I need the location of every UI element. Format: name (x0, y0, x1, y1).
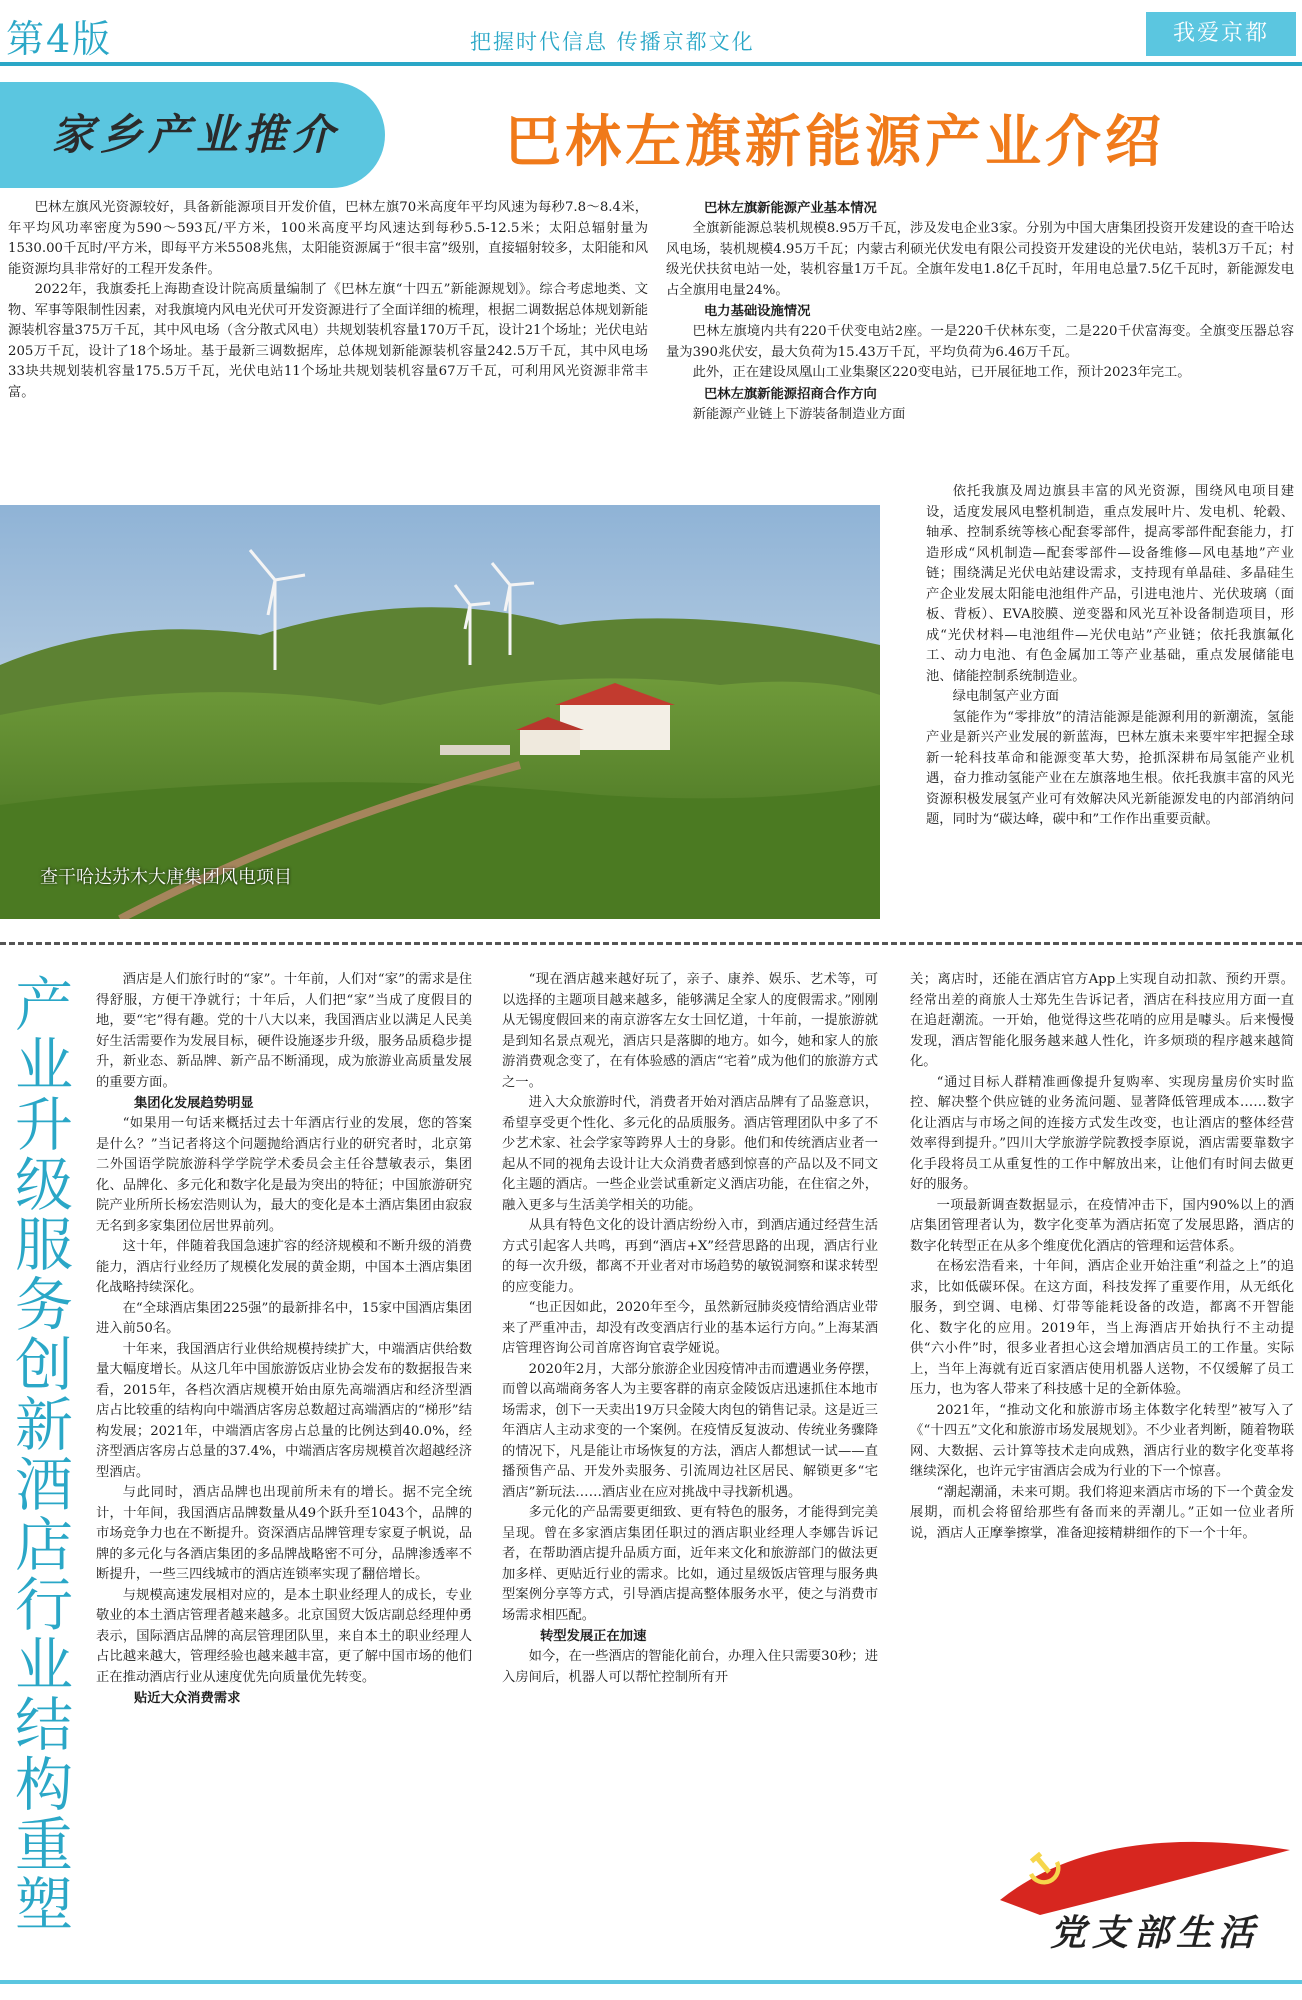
article-right-column (666, 198, 1294, 425)
paragraph: 十年来，我国酒店行业供给规模持续扩大，中端酒店供给数量大幅度增长。从这几年中国旅游饭店业协会发布的数据报告来看，2015年，各档次酒店规模开始由原先高端酒店和经济型酒店占比较重的结构向中端酒店客房总数超过高端酒店的“梯形”结构发展；2021年，中端酒店客房占总量的比例达到40.0%，经济型酒店客房占总量的37.4%，中端酒店客房规模首次超越经济型酒店。 (96, 1341, 472, 1480)
section-badge (0, 82, 385, 188)
paragraph: 依托我旗及周边旗县丰富的风光资源，围绕风电项目建设，适度发展风电整机制造，重点发展叶片、发电机、轮毂、轴承、控制系统等核心配套零部件，提高零部件配套能力，打造形成“风机制造—配套零部件—设备维修—风电基地”产业链；围绕满足光伏电站建设需求，支持现有单晶硅、多晶硅生产企业发展太阳能电池组件产品，引进电池片、光伏玻璃（面板、背板）、EVA胶膜、逆变器和风光互补设备制造项目，形成“光伏材料—电池组件—光伏电站”产业链；依托我旗氟化工、动力电池、有色金属加工等产业基础，重点发展储能电池、储能控制系统制造业。 (926, 484, 1294, 684)
page-number: 第4版 (6, 17, 113, 61)
page-header (0, 0, 1302, 61)
section-divider (0, 942, 1302, 945)
photo-caption: 查干哈达苏木大唐集团风电项目 (40, 867, 292, 888)
paragraph: 此外，正在建设凤凰山工业集聚区220变电站，已开展征地工作，预计2023年完工。 (692, 365, 1191, 380)
paragraph: 2020年2月，大部分旅游企业因疫情冲击而遭遇业务停摆，而曾以高端商务客人为主要客群的南京金陵饭店迅速抓住本地市场需求，创下一天卖出19万只金陵大肉包的销售记录。这是近三年酒店人主动求变的一个案例。在疫情反复波动、传统业务骤降的情况下，凡是能让市场恢复的方法，酒店人都想试一试——直播预售产品、开发外卖服务、引流周边社区居民、解锁更多“宅酒店”新玩法……酒店业在应对挑战中寻找新机遇。 (502, 1361, 878, 1500)
paragraph: 巴林左旗风光资源较好，具备新能源项目开发价值，巴林左旗70米高度年平均风速为每秒7.8～8.4米，年平均风功率密度为590～593瓦/平方米，100米高度平均风速达到每秒5.5-12.5米；太阳总辐射量为1530.00千瓦时/平方米，即每平方米5508兆焦，太阳能资源属于“很丰富”级别，直接辐射较多，太阳能和风能资源均具非常好的工程开发条件。 (8, 200, 648, 277)
article-title: 巴林左旗新能源产业介绍 (505, 109, 1165, 175)
paragraph: “如果用一句话来概括过去十年酒店行业的发展，您的答案是什么？”当记者将这个问题抛给酒店行业的研究者时，北京第二外国语学院旅游科学学院学术委员会主任谷慧敏表示，集团化、品牌化、多元化和数字化是最为突出的特征；中国旅游研究院产业所所长杨宏浩则认为，最大的变化是本土酒店集团由寂寂无名到多家集团位居世界前列。 (96, 1116, 472, 1234)
paragraph: “通过目标人群精准画像提升复购率、实现房量房价实时监控、解决整个供应链的业务流问题、显著降低管理成本……数字化让酒店与市场之间的连接方式发生改变，也让酒店的整体经营效率得到提升。”四川大学旅游学院教授李原说，酒店需要靠数字化手段将员工从重复性的工作中解放出来，让他们有时间去做更好的服务。 (910, 1074, 1294, 1192)
paragraph: 如今，在一些酒店的智能化前台，办理入住只需要30秒；进入房间后，机器人可以帮忙控制所有开 (502, 1649, 878, 1685)
column-tag: 我爱京都 (1146, 12, 1296, 56)
header-divider (0, 62, 1302, 66)
vertical-headline: 产业升级服务创新 酒店行业结构重塑 (14, 971, 73, 1939)
paragraph: “潮起潮涌，未来可期。我们将迎来酒店市场的下一个黄金发展期，而机会将留给那些有备而来的弄潮儿。”正如一位业者所说，酒店人正摩拳擦掌，准备迎接精耕细作的下一个十年。 (910, 1484, 1294, 1541)
paragraph: 氢能作为“零排放”的清洁能源是能源利用的新潮流，氢能产业是新兴产业发展的新蓝海，巴林左旗未来要牢牢把握全球新一轮科技革命和能源变革大势，抢抓深耕布局氢能产业机遇，奋力推动氢能产业在左旗落地生根。依托我旗丰富的风光资源积极发展氢产业可有效解决风光新能源发电的内部消纳问题，同时为“碳达峰，碳中和”工作作出重要贡献。 (926, 709, 1294, 827)
paragraph: 全旗新能源总装机规模8.95万千瓦，涉及发电企业3家。分别为中国大唐集团投资开发建设的查干哈达风电场，装机规模4.95万千瓦；内蒙古利硕光伏发电有限公司投资开发建设的光伏电站，装机3万千瓦；村级光伏扶贫电站一处，装机容量1万千瓦。全旗年发电1.8亿千瓦时，年用电总量7.5亿千瓦时，新能源发电占全旗用电量24%。 (666, 221, 1294, 298)
paragraph: 关；离店时，还能在酒店官方App上实现自动扣款、预约开票。经常出差的商旅人士郑先生告诉记者，酒店在科技应用方面一直在追赶潮流。一开始，他觉得这些花哨的应用是噱头。后来慢慢发现，酒店智能化服务越来越人性化，许多烦琐的程序越来越简化。 (910, 972, 1294, 1069)
hotel-article-column-3 (910, 970, 1294, 1544)
paragraph: 多元化的产品需要更细致、更有特色的服务，才能得到完美呈现。曾在多家酒店集团任职过的酒店职业经理人李娜告诉记者，在帮助酒店提升品质方面，近年来文化和旅游部门的做法更加多样、更贴近行业的需求。比如，通过星级饭店管理与服务典型案例分享等方式，引导酒店提高整体服务水平，使之与消费市场需求相匹配。 (502, 1505, 878, 1623)
wind-farm-photo (0, 505, 880, 919)
wind-farm-illustration (0, 505, 880, 919)
party-life-title: 党支部生活 (1050, 1912, 1261, 1954)
article-left-column (8, 198, 648, 403)
paragraph: 与此同时，酒店品牌也出现前所未有的增长。据不完全统计，十年间，我国酒店品牌数量从49个跃升至1043个，品牌的市场竞争力也在不断提升。资深酒店品牌管理专家夏子帆说，品牌的多元化与各酒店集团的多品牌战略密不可分，品牌渗透率不断提升，一些三四线城市的酒店连锁率实现了翻倍增长。 (96, 1485, 472, 1582)
subheading: 巴林左旗新能源招商合作方向 (704, 386, 877, 402)
paragraph: 酒店是人们旅行时的“家”。十年前，人们对“家”的需求是住得舒服，方便干净就行；十年后，人们把“家”当成了度假目的地，要“宅”得有趣。党的十八大以来，我国酒店业以满足人民美好生活需要作为发展目标，硬件设施逐步升级，服务品质稳步提升，新业态、新品牌、新产品不断涌现，成为旅游业高质量发展的重要方面。 (96, 972, 472, 1090)
paragraph: 一项最新调查数据显示，在疫情冲击下，国内90%以上的酒店集团管理者认为，数字化变革为酒店拓宽了发展思路，酒店的数字化转型正在从多个维度优化酒店的管理和运营体系。 (910, 1197, 1294, 1254)
paragraph: 在杨宏浩看来，十年间，酒店企业开始注重“利益之上”的追求，比如低碳环保。在这方面，科技发挥了重要作用，从无纸化服务，到空调、电梯、灯带等能耗设备的改造，都离不开智能化、数字化的应用。2019年，当上海酒店开始执行不主动提供“六小件”时，很多业者担心这会增加酒店员工的工作量。实际上，当年上海就有近百家酒店使用机器人送物，不仅缓解了员工压力，也为客人带来了科技感十足的全新体验。 (910, 1259, 1294, 1397)
subheading: 电力基础设施情况 (704, 304, 811, 319)
paragraph: 2022年，我旗委托上海勘查设计院高质量编制了《巴林左旗“十四五”新能源规划》。综合考虑地类、文物、军事等限制性因素，对我旗境内风电光伏可开发资源进行了全面详细的梳理，根据二调数据总体规划新能源装机容量375万千瓦，其中风电场（含分散式风电）共规划装机容量170万千瓦，设计21个场址；光伏电站205万千瓦，设计了18个场址。基于最新三调数据库，总体规划新能源装机容量242.5万千瓦，其中风电场33块共规划装机容量175.5万千瓦，光伏电站11个场址共规划装机容量67万千瓦，可利用风光资源非常丰富。 (8, 282, 648, 400)
paragraph: 与规模高速发展相对应的，是本土职业经理人的成长，专业敬业的本土酒店管理者越来越多。北京国贸大饭店副总经理仲勇表示，国际酒店品牌的高层管理团队里，来自本土的职业经理人占比越来越大，管理经验也越来越丰富，更了解中国市场的他们正在推动酒店行业从速度优先向质量优先转变。 (96, 1587, 472, 1685)
hotel-article-column-2 (502, 970, 878, 1688)
header-slogan: 把握时代信息 传播京都文化 (470, 30, 755, 54)
page-footer-bar (0, 1980, 1302, 1984)
paragraph: “现在酒店越来越好玩了，亲子、康养、娱乐、艺术等，可以选择的主题项目越来越多，能够满足全家人的度假需求。”刚刚从无锡度假回来的南京游客左女士回忆道，十年前，一提旅游就是到知名景点观光，酒店只是落脚的地方。如今，她和家人的旅游消费观念变了，在有体验感的酒店“宅着”成为他们的旅游方式之一。 (502, 972, 878, 1090)
subheading: 转型发展正在加速 (540, 1629, 647, 1644)
subheading: 集团化发展趋势明显 (134, 1096, 254, 1111)
article-side-column (926, 482, 1294, 831)
subheading: 巴林左旗新能源产业基本情况 (704, 201, 877, 216)
hotel-article-column-1 (96, 970, 472, 1709)
paragraph: 在“全球酒店集团225强”的最新排名中，15家中国酒店集团进入前50名。 (96, 1300, 472, 1336)
subheading: 贴近大众消费需求 (134, 1691, 241, 1706)
paragraph: 绿电制氢产业方面 (952, 689, 1059, 704)
paragraph: 新能源产业链上下游装备制造业方面 (692, 406, 906, 422)
paragraph: 2021年，“推动文化和旅游市场主体数字化转型”被写入了《“十四五”文化和旅游市场发展规划》。不少业者判断，随着物联网、大数据、云计算等技术走向成熟，酒店行业的数字化变革将继续深化，也许元宇宙酒店会成为行业的下一个惊喜。 (910, 1402, 1294, 1479)
paragraph: “也正因如此，2020年至今，虽然新冠肺炎疫情给酒店业带来了严重冲击，却没有改变酒店行业的基本运行方向。”上海某酒店管理咨询公司首席咨询官袁学娅说。 (502, 1300, 878, 1356)
paragraph: 从具有特色文化的设计酒店纷纷入市，到酒店通过经营生活方式引起客人共鸣，再到“酒店+X”经营思路的出现，酒店行业的每一次升级，都离不开业者对市场趋势的敏锐洞察和谋求转型的应变能力。 (502, 1218, 878, 1295)
section-badge-label: 家乡产业推介 (52, 110, 341, 159)
paragraph: 巴林左旗境内共有220千伏变电站2座。一是220千伏林东变，二是220千伏富海变。全旗变压器总容量为390兆伏安，最大负荷为15.43万千瓦，平均负荷为6.46万千瓦。 (666, 324, 1294, 360)
paragraph: 这十年，伴随着我国急速扩容的经济规模和不断升级的消费能力，酒店行业经历了规模化发展的黄金期，中国本土酒店集团化战略持续深化。 (96, 1239, 472, 1295)
paragraph: 进入大众旅游时代，消费者开始对酒店品牌有了品鉴意识，希望享受更个性化、多元化的品质服务。酒店管理团队中多了不少艺术家、社会学家等跨界人士的身影。他们和传统酒店业者一起从不同的视角去设计让大众消费者感到惊喜的产品以及不同文化主题的酒店。一些企业尝试重新定义酒店功能，在住宿之外，融入更多与生活美学相关的功能。 (502, 1095, 878, 1213)
